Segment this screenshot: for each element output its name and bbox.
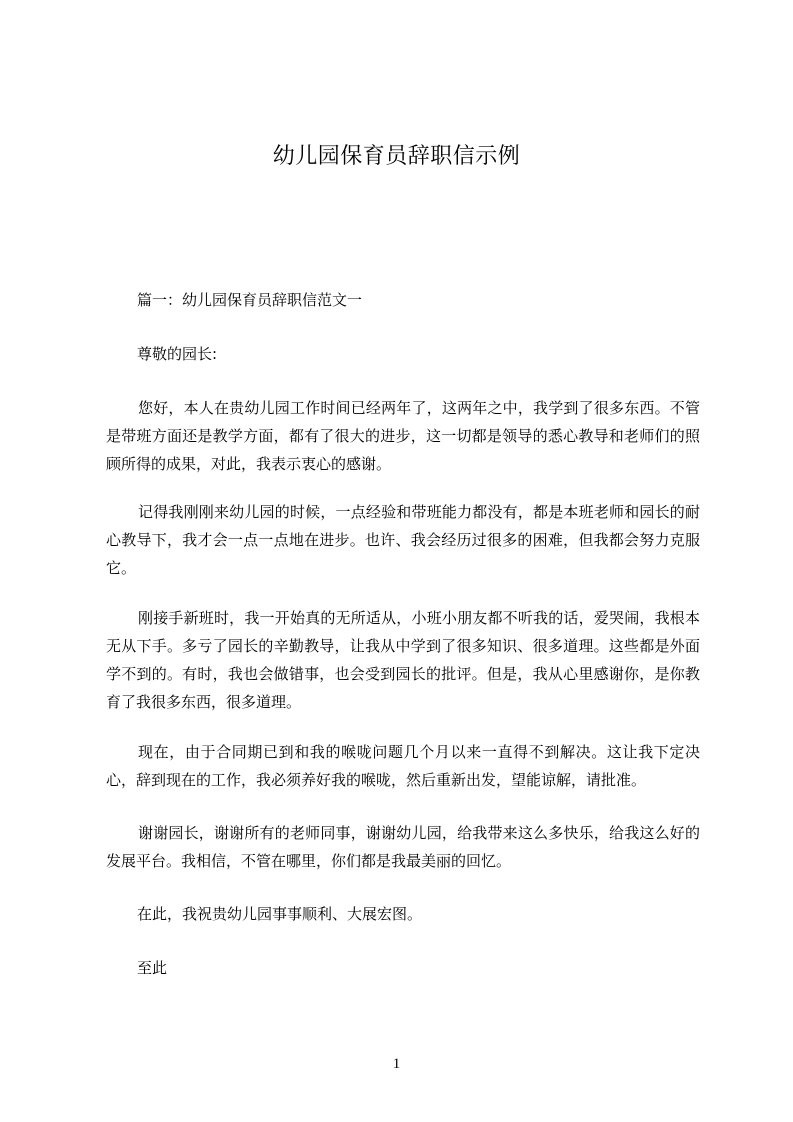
closing-wish: 在此，我祝贵幼儿园事事顺利、大展宏图。: [137, 905, 423, 923]
paragraph-5: 谢谢园长，谢谢所有的老师同事，谢谢幼儿园，给我带来这么多快乐，给我这么好的发展平台。我相信，不管在哪里，你们都是我最美丽的回忆。: [106, 824, 700, 870]
paragraph-4: 现在，由于合同期已到和我的喉咙问题几个月以来一直得不到解决。这让我下定决心，辞到现在的工作，我必须养好我的喉咙，然后重新出发，望能谅解，请批准。: [106, 743, 700, 789]
paragraph-3: 刚接手新班时，我一开始真的无所适从，小班小朋友都不听我的话，爱哭闹，我根本无从下手。多亏了园长的辛勤教导，让我从中学到了很多知识、很多道理。这些都是外面学不到的。有时，我也会做错事，也会受到园长的批评。但是，我从心里感谢你，是你教育了我很多东西，很多道理。: [106, 609, 700, 711]
closing: 至此: [137, 959, 168, 977]
salutation: 尊敬的园长:: [137, 345, 218, 363]
paragraph-1: 您好，本人在贵幼儿园工作时间已经两年了，这两年之中，我学到了很多东西。不管是带班方面还是教学方面，都有了很大的进步，这一切都是领导的悉心教导和老师们的照顾所得的成果，对此，我表示衷心的感谢。: [106, 399, 700, 473]
document-title: 幼儿园保育员辞职信示例: [272, 144, 521, 169]
page-number: 1: [392, 1056, 401, 1072]
section-heading: 篇一：幼儿园保育员辞职信范文一: [137, 291, 363, 309]
paragraph-2: 记得我刚刚来幼儿园的时候，一点经验和带班能力都没有，都是本班老师和园长的耐心教导下，我才会一点一点地在进步。也许、我会经历过很多的困难，但我都会努力克服它。: [106, 503, 700, 577]
